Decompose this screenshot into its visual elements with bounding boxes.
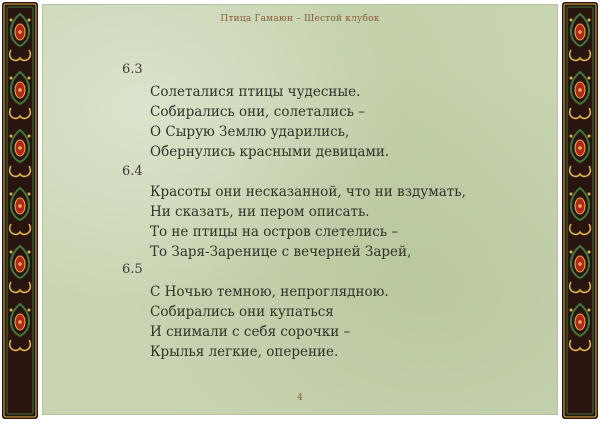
verse-line: Красоты они несказанной, что ни вздумать, (150, 184, 466, 200)
ornament-motif-icon (10, 130, 31, 176)
ornament-motif-icon (570, 304, 591, 350)
verse-line: Солеталися птицы чудесные. (150, 84, 361, 100)
verse-line: И снимали с себя сорочки – (150, 324, 351, 340)
verse-number: 6.4 (122, 164, 143, 179)
ornament-motif-icon (570, 14, 591, 60)
ornament-motif-icon (10, 304, 31, 350)
page-header-title: Птица Гамаюн – Шестой клубок (220, 14, 380, 24)
page-content (42, 4, 558, 415)
verse-line: О Сырую Землю ударились, (150, 124, 350, 140)
ornament-motif-icon (10, 188, 31, 234)
ornament-motif-icon (10, 246, 31, 292)
left-ornament-border-icon (2, 2, 38, 419)
verse-block (150, 182, 466, 262)
verse-line: То не птицы на остров слетелись – (150, 224, 399, 240)
ornament-motif-icon (570, 72, 591, 118)
verse-line: То Заря-Заренице с вечерней Зарей, (150, 244, 412, 260)
verse-line: Ни сказать, ни пером описать. (150, 204, 370, 220)
ornament-motif-icon (10, 14, 31, 60)
ornament-motif-icon (570, 188, 591, 234)
verse-number: 6.3 (122, 62, 143, 77)
verse-block (150, 282, 389, 362)
verse-line: Собирались они купаться (150, 304, 334, 320)
verse-number: 6.5 (122, 262, 143, 277)
verse-line: Собирались они, солетались – (150, 104, 366, 120)
verse-line: Крылья легкие, оперение. (150, 344, 339, 360)
right-ornament-border-icon (562, 2, 598, 419)
ornament-motif-icon (10, 72, 31, 118)
ornament-motif-icon (570, 246, 591, 292)
verse-line: С Ночью темною, непроглядною. (150, 284, 389, 300)
verse-line: Обернулись красными девицами. (150, 144, 390, 160)
verse-block (150, 82, 389, 162)
ornament-motif-icon (570, 130, 591, 176)
page-number: 4 (297, 393, 303, 403)
